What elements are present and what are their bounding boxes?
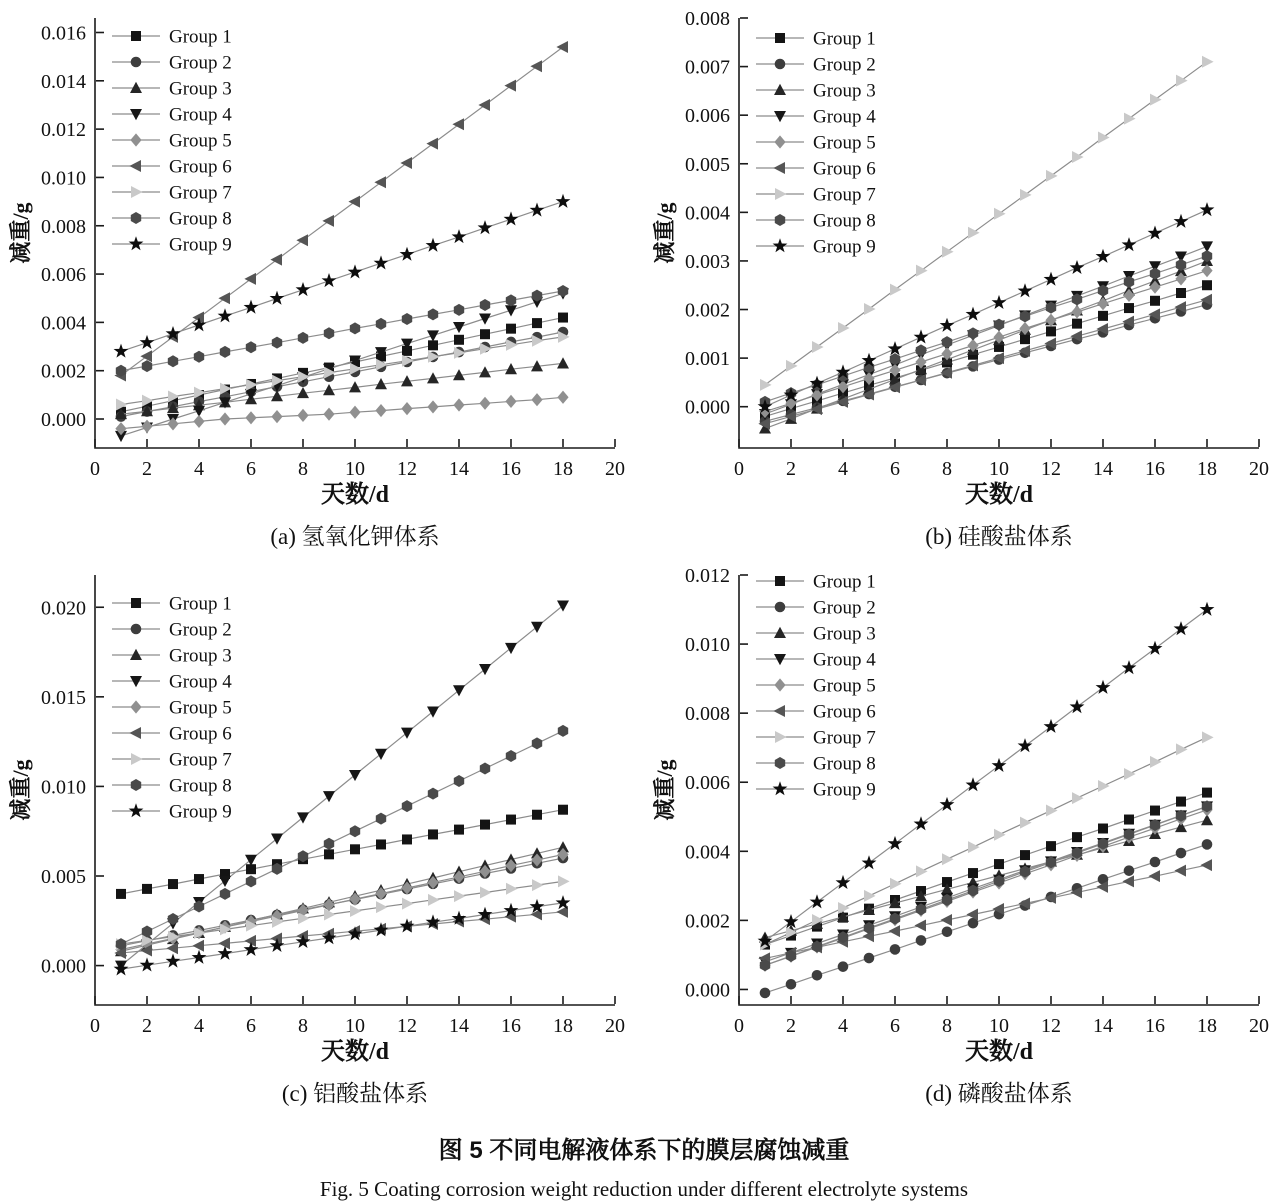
x-tick-label: 2 xyxy=(142,458,152,480)
subplot-a xyxy=(0,6,644,563)
subplot-grid xyxy=(0,6,1288,1120)
legend-label: Group 6 xyxy=(813,158,876,180)
legend-label: Group 8 xyxy=(813,210,876,232)
y-tick-label: 0.012 xyxy=(41,119,86,142)
y-tick-label: 0.006 xyxy=(685,105,730,128)
x-tick-label: 10 xyxy=(989,1015,1009,1037)
y-tick-label: 0.003 xyxy=(685,250,730,273)
legend-item-8 xyxy=(112,209,232,230)
y-tick-label: 0.002 xyxy=(41,360,86,383)
series-group-2 xyxy=(760,299,1213,426)
series-group-5 xyxy=(759,264,1212,418)
x-tick-label: 18 xyxy=(1197,458,1217,480)
legend-label: Group 7 xyxy=(813,727,876,749)
x-tick-label: 14 xyxy=(1093,458,1113,480)
x-tick-label: 12 xyxy=(1041,458,1061,480)
legend-label: Group 9 xyxy=(169,234,232,256)
series-group-3 xyxy=(115,841,569,956)
legend-item-8 xyxy=(756,211,876,232)
legend-label: Group 6 xyxy=(169,156,232,178)
x-tick-label: 20 xyxy=(1249,458,1269,480)
x-tick-label: 14 xyxy=(1093,1015,1113,1037)
legend-item-2 xyxy=(756,55,876,76)
legend-label: Group 3 xyxy=(813,623,876,645)
x-tick-label: 16 xyxy=(1145,458,1165,480)
legend-item-3 xyxy=(756,624,876,645)
legend-label: Group 5 xyxy=(813,132,876,154)
series-group-4 xyxy=(759,241,1213,420)
x-tick-label: 0 xyxy=(90,1015,100,1037)
y-tick-label: 0.014 xyxy=(41,70,86,93)
y-tick-label: 0.000 xyxy=(685,396,730,419)
x-tick-label: 4 xyxy=(194,1015,204,1037)
y-axis-label: 减重/g xyxy=(652,759,677,821)
series-group-2 xyxy=(760,839,1213,998)
y-tick-label: 0.002 xyxy=(685,910,730,933)
x-tick-label: 12 xyxy=(397,458,417,480)
legend-label: Group 1 xyxy=(813,571,876,593)
legend-label: Group 3 xyxy=(813,80,876,102)
legend-item-8 xyxy=(756,754,876,775)
series-group-6 xyxy=(758,294,1212,430)
legend-item-7 xyxy=(756,185,876,206)
series-group-8 xyxy=(760,250,1212,408)
legend-item-4 xyxy=(112,672,232,693)
x-tick-label: 0 xyxy=(90,458,100,480)
x-tick-label: 12 xyxy=(1041,1015,1061,1037)
x-tick-label: 16 xyxy=(501,458,521,480)
legend-item-3 xyxy=(112,79,232,100)
x-tick-label: 18 xyxy=(553,1015,573,1037)
legend-item-2 xyxy=(112,620,232,641)
x-tick-label: 8 xyxy=(942,1015,952,1037)
legend-label: Group 7 xyxy=(169,182,232,204)
legend-label: Group 7 xyxy=(813,184,876,206)
y-tick-label: 0.010 xyxy=(685,634,730,657)
subplot-d-caption: (d) 磷酸盐体系 xyxy=(925,1081,1073,1106)
legend-item-5 xyxy=(756,133,876,154)
subplot-a-caption: (a) 氢氧化钾体系 xyxy=(270,524,440,549)
legend-label: Group 3 xyxy=(169,78,232,100)
figure-caption-cn: 图 5 不同电解液体系下的膜层腐蚀减重 xyxy=(438,1137,850,1164)
series-group-3 xyxy=(115,357,569,419)
y-tick-label: 0.000 xyxy=(41,409,86,432)
legend-item-2 xyxy=(112,53,232,74)
y-tick-label: 0.008 xyxy=(685,703,730,726)
legend-label: Group 9 xyxy=(813,236,876,258)
y-tick-label: 0.002 xyxy=(685,299,730,322)
x-axis-label-c: 天数/d xyxy=(320,1039,389,1065)
legend-item-6 xyxy=(756,159,876,180)
subplot-b xyxy=(644,6,1288,563)
y-axis-label: 减重/g xyxy=(8,759,33,821)
legend-label: Group 2 xyxy=(169,619,232,641)
legend-label: Group 3 xyxy=(169,645,232,667)
legend-label: Group 4 xyxy=(169,104,232,126)
y-tick-label: 0.012 xyxy=(685,565,730,587)
x-tick-label: 0 xyxy=(734,1015,744,1037)
x-tick-label: 2 xyxy=(786,458,796,480)
legend-label: Group 1 xyxy=(813,28,876,50)
legend-item-1 xyxy=(756,572,876,593)
legend-item-9 xyxy=(756,237,876,258)
legend-label: Group 2 xyxy=(813,54,876,76)
legend-item-8 xyxy=(112,776,232,797)
y-tick-label: 0.010 xyxy=(41,167,86,190)
y-tick-label: 0.000 xyxy=(41,955,86,978)
x-tick-label: 6 xyxy=(246,458,256,480)
y-axis-label: 减重/g xyxy=(8,202,33,264)
x-tick-label: 18 xyxy=(1197,1015,1217,1037)
y-tick-label: 0.016 xyxy=(41,22,86,45)
legend xyxy=(112,594,232,823)
x-tick-label: 8 xyxy=(942,458,952,480)
subplot-b-caption: (b) 硅酸盐体系 xyxy=(925,524,1073,549)
figure-caption-en: Fig. 5 Coating corrosion weight reduction under different electrolyte systems xyxy=(319,1177,969,1201)
legend-item-4 xyxy=(756,650,876,671)
x-tick-label: 10 xyxy=(345,1015,365,1037)
chart-b-canvas xyxy=(644,6,1288,486)
legend-item-3 xyxy=(756,81,876,102)
series-group-1 xyxy=(760,788,1212,950)
x-tick-label: 20 xyxy=(1249,1015,1269,1037)
y-tick-label: 0.020 xyxy=(41,597,86,620)
legend-item-5 xyxy=(756,676,876,697)
x-tick-label: 18 xyxy=(553,458,573,480)
x-tick-label: 6 xyxy=(890,458,900,480)
legend xyxy=(756,572,876,801)
legend xyxy=(756,29,876,258)
legend-item-9 xyxy=(112,802,232,823)
series-group-2 xyxy=(116,327,569,422)
legend-label: Group 2 xyxy=(813,597,876,619)
series-group-5 xyxy=(115,848,568,956)
legend-label: Group 6 xyxy=(169,723,232,745)
legend-item-6 xyxy=(112,724,232,745)
legend-label: Group 8 xyxy=(813,753,876,775)
x-tick-label: 10 xyxy=(989,458,1009,480)
y-tick-label: 0.004 xyxy=(685,841,730,864)
subplot-c-caption: (c) 铝酸盐体系 xyxy=(281,1081,429,1106)
y-tick-label: 0.005 xyxy=(41,866,86,888)
legend-label: Group 7 xyxy=(169,749,232,771)
series-group-4 xyxy=(115,288,569,442)
legend-item-6 xyxy=(112,157,232,178)
legend-item-5 xyxy=(112,698,232,719)
legend-item-1 xyxy=(112,27,232,48)
y-tick-label: 0.001 xyxy=(685,348,730,371)
y-tick-label: 0.008 xyxy=(685,8,730,30)
legend-item-9 xyxy=(112,235,232,256)
legend-label: Group 4 xyxy=(813,649,876,671)
series-group-6 xyxy=(758,859,1212,964)
y-tick-label: 0.005 xyxy=(685,153,730,176)
x-tick-label: 16 xyxy=(1145,1015,1165,1037)
chart-a-canvas xyxy=(0,6,644,486)
legend-label: Group 5 xyxy=(813,675,876,697)
y-tick-label: 0.004 xyxy=(685,202,730,225)
legend-item-1 xyxy=(112,594,232,615)
legend-item-4 xyxy=(756,107,876,128)
legend-item-7 xyxy=(112,183,232,204)
x-tick-label: 0 xyxy=(734,458,744,480)
legend-item-3 xyxy=(112,646,232,667)
x-axis-label-b: 天数/d xyxy=(964,482,1033,508)
x-tick-label: 6 xyxy=(890,1015,900,1037)
x-tick-label: 6 xyxy=(246,1015,256,1037)
legend-label: Group 8 xyxy=(169,208,232,230)
subplot-c xyxy=(0,563,644,1120)
legend-item-6 xyxy=(756,702,876,723)
legend-item-1 xyxy=(756,29,876,50)
legend xyxy=(112,27,232,256)
x-tick-label: 12 xyxy=(397,1015,417,1037)
legend-item-4 xyxy=(112,105,232,126)
y-tick-label: 0.004 xyxy=(41,312,86,335)
y-tick-label: 0.015 xyxy=(41,686,86,709)
legend-label: Group 4 xyxy=(169,671,232,693)
legend-item-7 xyxy=(756,728,876,749)
x-tick-label: 8 xyxy=(298,1015,308,1037)
chart-d-canvas xyxy=(644,563,1288,1043)
legend-item-9 xyxy=(756,780,876,801)
subplot-d xyxy=(644,563,1288,1120)
x-tick-label: 2 xyxy=(786,1015,796,1037)
legend-label: Group 9 xyxy=(813,779,876,801)
chart-c-canvas xyxy=(0,563,644,1043)
y-tick-label: 0.006 xyxy=(685,772,730,795)
x-tick-label: 16 xyxy=(501,1015,521,1037)
x-tick-label: 10 xyxy=(345,458,365,480)
y-axis-label: 减重/g xyxy=(652,202,677,264)
legend-label: Group 1 xyxy=(169,593,232,615)
x-tick-label: 2 xyxy=(142,1015,152,1037)
series-group-7 xyxy=(116,875,570,950)
legend-item-2 xyxy=(756,598,876,619)
y-tick-label: 0.008 xyxy=(41,215,86,238)
legend-label: Group 1 xyxy=(169,26,232,48)
series-group-5 xyxy=(115,391,568,436)
x-tick-label: 4 xyxy=(838,458,848,480)
x-tick-label: 20 xyxy=(605,1015,625,1037)
legend-label: Group 4 xyxy=(813,106,876,128)
y-tick-label: 0.000 xyxy=(685,979,730,1002)
y-tick-label: 0.007 xyxy=(685,56,730,79)
x-axis-label-d: 天数/d xyxy=(964,1039,1033,1065)
legend-item-5 xyxy=(112,131,232,152)
legend-label: Group 9 xyxy=(169,801,232,823)
series-group-1 xyxy=(760,280,1212,421)
legend-label: Group 6 xyxy=(813,701,876,723)
legend-label: Group 8 xyxy=(169,775,232,797)
y-tick-label: 0.010 xyxy=(41,776,86,799)
x-tick-label: 4 xyxy=(194,458,204,480)
x-tick-label: 8 xyxy=(298,458,308,480)
y-tick-label: 0.006 xyxy=(41,264,86,287)
legend-label: Group 2 xyxy=(169,52,232,74)
x-tick-label: 14 xyxy=(449,1015,469,1037)
x-tick-label: 14 xyxy=(449,458,469,480)
legend-item-7 xyxy=(112,750,232,771)
x-tick-label: 20 xyxy=(605,458,625,480)
legend-label: Group 5 xyxy=(169,697,232,719)
legend-label: Group 5 xyxy=(169,130,232,152)
x-tick-label: 4 xyxy=(838,1015,848,1037)
x-axis-label-a: 天数/d xyxy=(320,482,389,508)
